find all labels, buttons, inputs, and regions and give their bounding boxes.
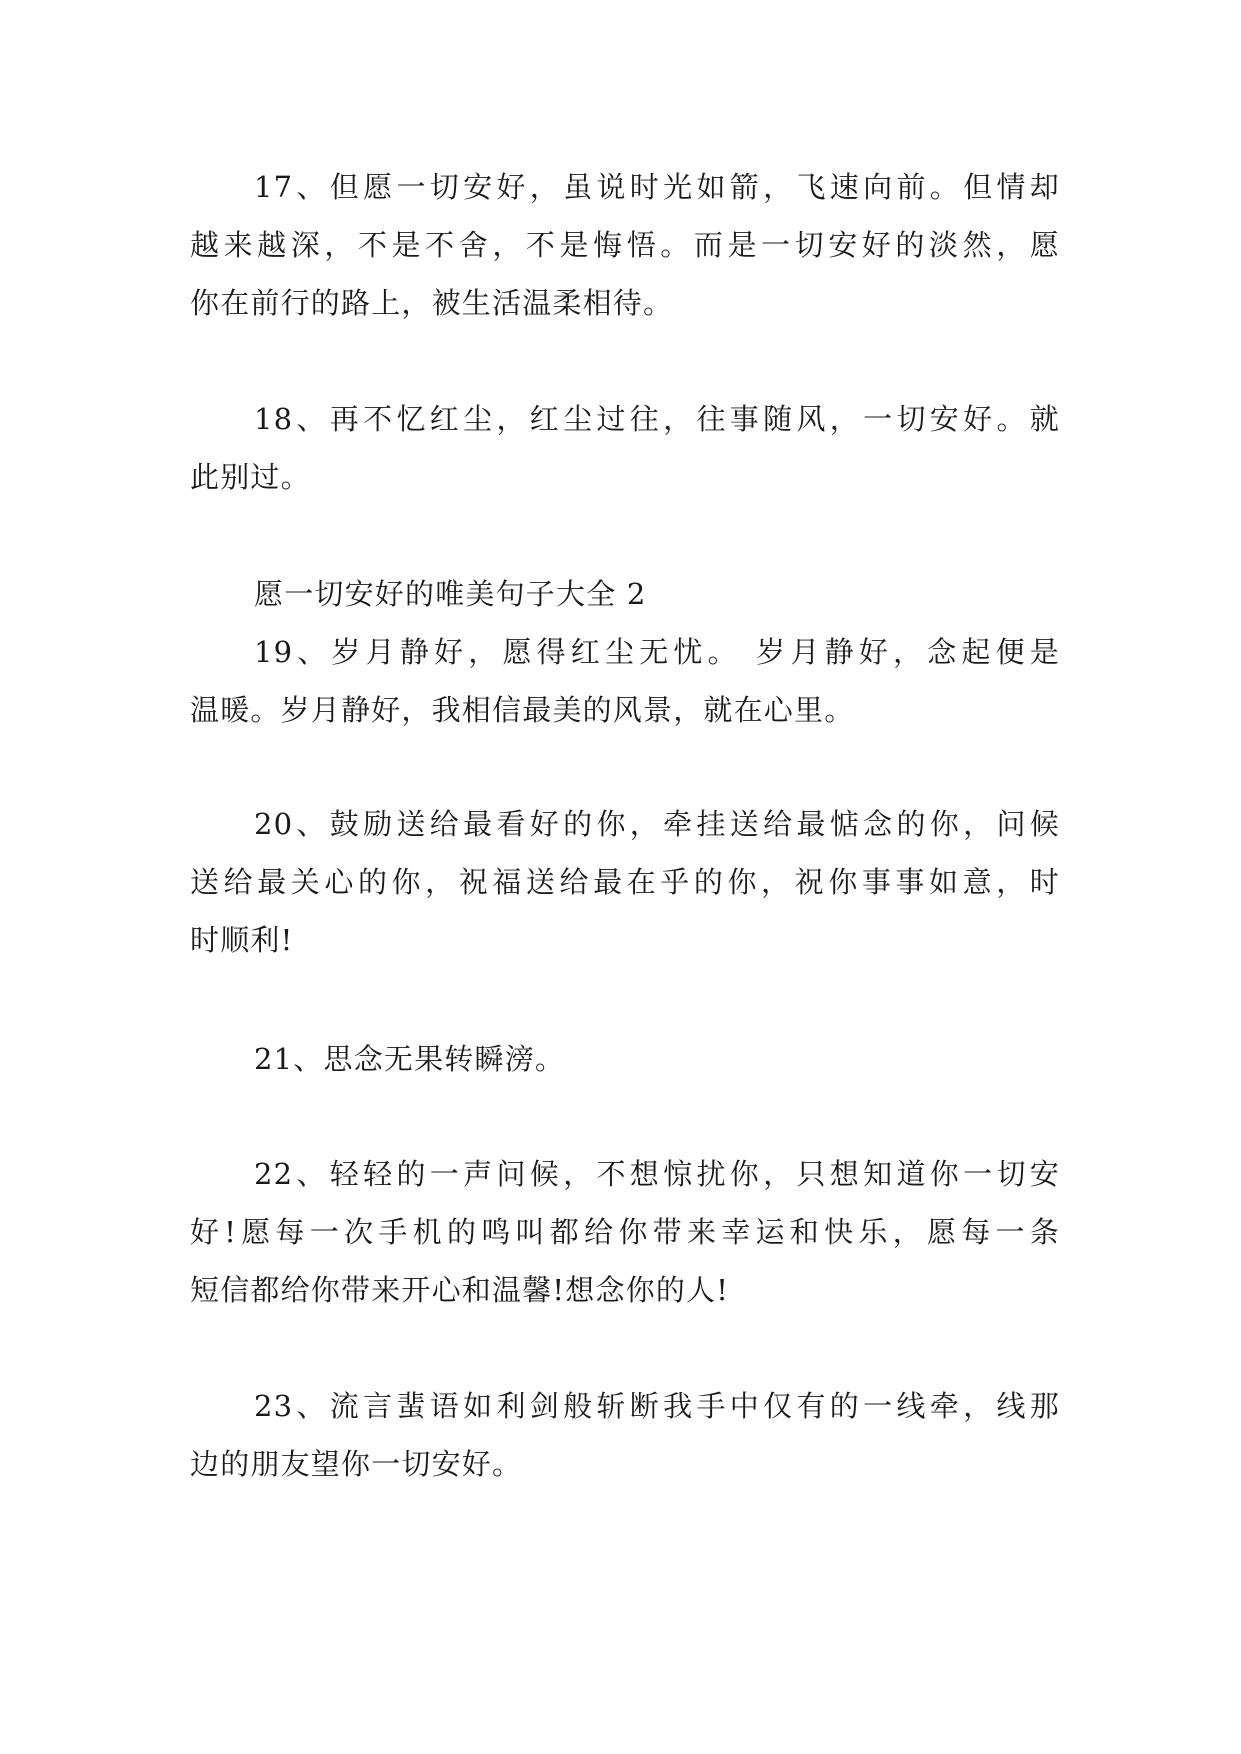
text-line: 温暖。岁月静好，我相信最美的风景，就在心里。 bbox=[190, 693, 855, 727]
paragraph-17 bbox=[190, 158, 1060, 332]
text-line: 18、再不忆红尘，红尘过往，往事随风，一切安好。就 bbox=[254, 402, 1060, 436]
text-line: 22、轻轻的一声问候，不想惊扰你，只想知道你一切安 bbox=[254, 1157, 1060, 1191]
text-line: 好!愿每一次手机的鸣叫都给你带来幸运和快乐，愿每一条 bbox=[190, 1215, 1060, 1249]
text-line: 19、岁月静好，愿得红尘无忧。 岁月静好，念起便是 bbox=[254, 635, 1060, 669]
text-line: 此别过。 bbox=[190, 460, 311, 494]
text-line: 17、但愿一切安好，虽说时光如箭，飞速向前。但情却 bbox=[254, 170, 1060, 204]
text-line: 21、思念无果转瞬滂。 bbox=[254, 1042, 566, 1076]
text-line: 23、流言蜚语如利剑般斩断我手中仅有的一线牵，线那 bbox=[254, 1389, 1060, 1423]
paragraph-18 bbox=[190, 390, 1060, 506]
paragraph-19-with-heading bbox=[190, 565, 1060, 739]
text-line: 20、鼓励送给最看好的你，牵挂送给最惦念的你，问候 bbox=[254, 807, 1060, 841]
text-line: 你在前行的路上，被生活温柔相待。 bbox=[190, 286, 674, 320]
section-heading: 愿一切安好的唯美句子大全 2 bbox=[254, 577, 647, 611]
text-line: 边的朋友望你一切安好。 bbox=[190, 1447, 523, 1481]
text-line: 越来越深，不是不舍，不是悔悟。而是一切安好的淡然，愿 bbox=[190, 228, 1060, 262]
paragraph-20 bbox=[190, 795, 1060, 969]
paragraph-21 bbox=[190, 1030, 1060, 1088]
text-line: 送给最关心的你，祝福送给最在乎的你，祝你事事如意，时 bbox=[190, 865, 1060, 899]
text-line: 时顺利! bbox=[190, 923, 294, 957]
paragraph-23 bbox=[190, 1377, 1060, 1493]
paragraph-22 bbox=[190, 1145, 1060, 1319]
text-line: 短信都给你带来开心和温馨!想念你的人! bbox=[190, 1273, 730, 1307]
